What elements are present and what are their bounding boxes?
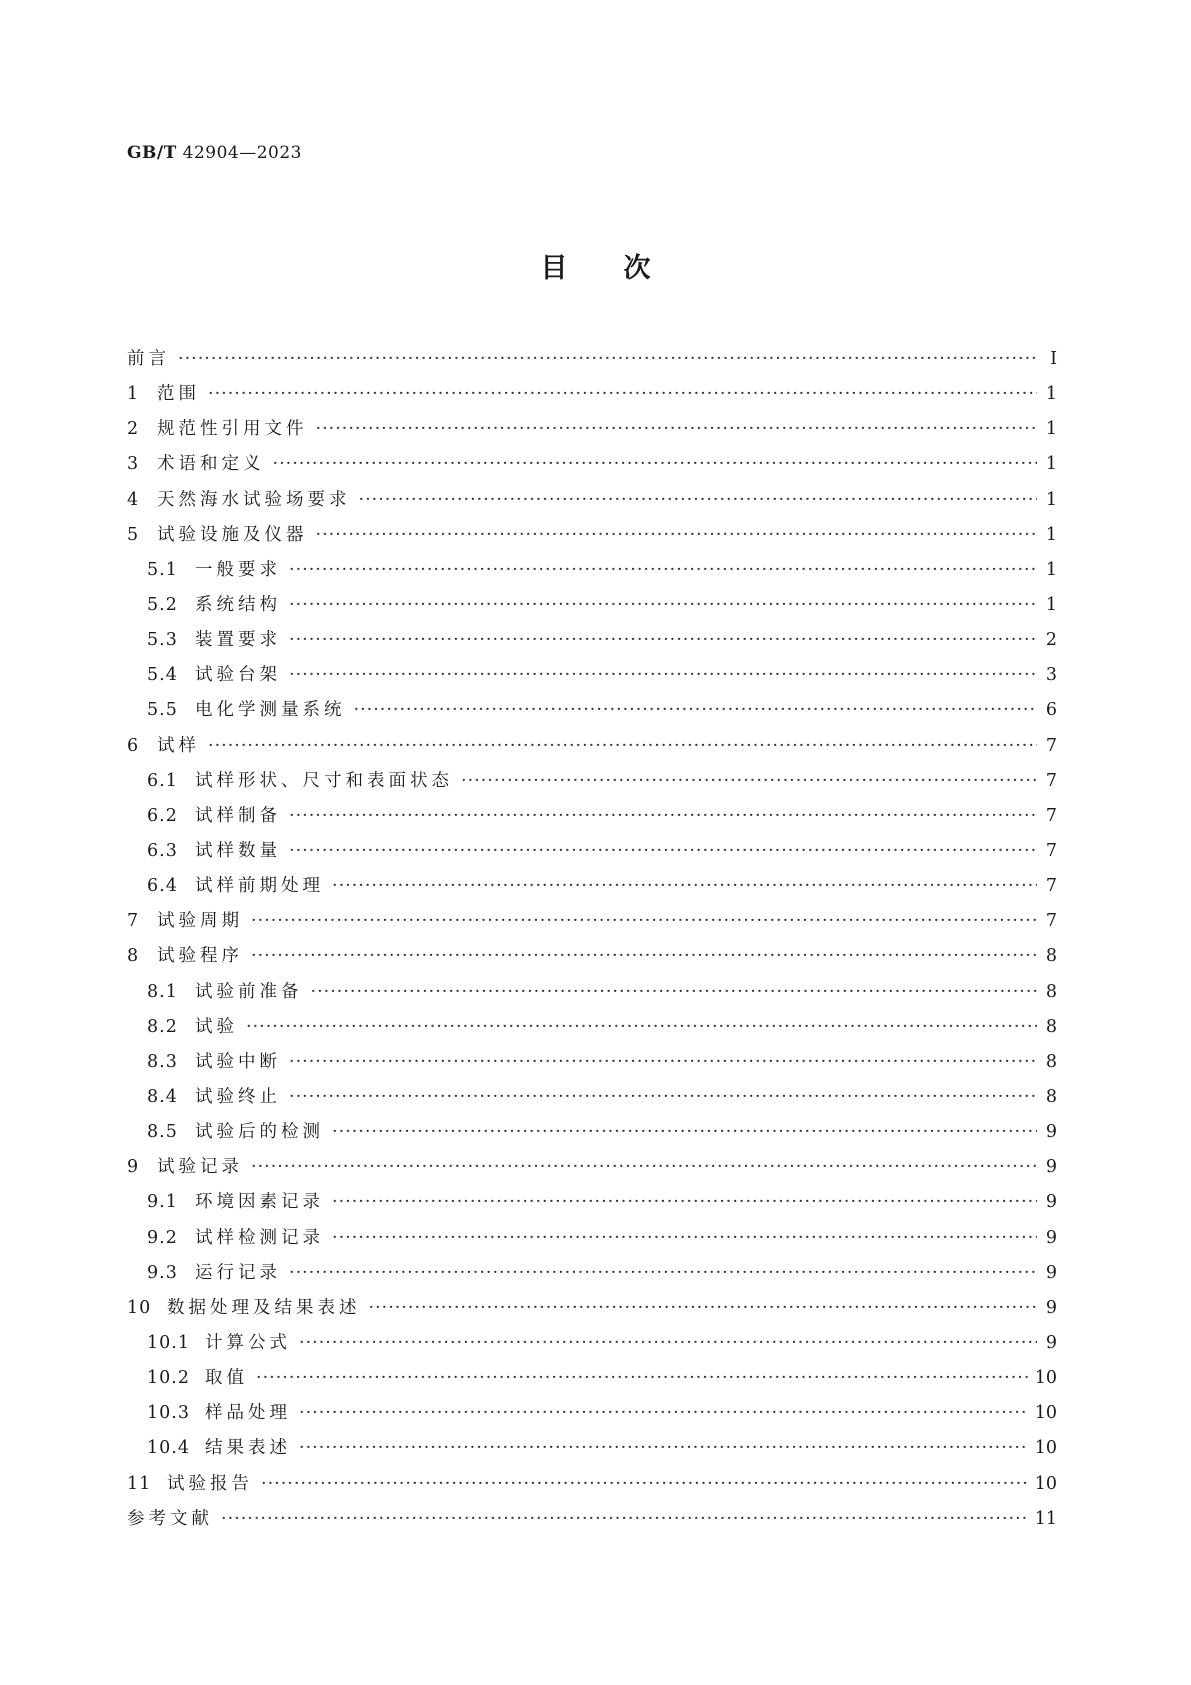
toc-entry[interactable] xyxy=(127,799,1057,834)
toc-entry-page: 10 xyxy=(1034,1473,1057,1494)
toc-entry-number: 6.3 xyxy=(147,840,178,861)
dot-leader xyxy=(316,412,1038,447)
dot-leader xyxy=(273,447,1038,482)
toc-entry-number: 5 xyxy=(127,524,140,545)
dot-leader xyxy=(178,342,1037,377)
toc-entry[interactable] xyxy=(127,1221,1057,1256)
toc-entry-number: 5.3 xyxy=(147,630,178,651)
toc-entry-number: 8.4 xyxy=(147,1086,178,1107)
dot-leader xyxy=(251,1150,1037,1185)
toc-entry-page: 1 xyxy=(1045,489,1057,510)
toc-entry[interactable] xyxy=(127,658,1057,693)
toc-entry-label: 取值 xyxy=(205,1368,248,1389)
dot-leader xyxy=(208,729,1037,764)
dot-leader xyxy=(332,1115,1037,1150)
toc-entry-label: 范围 xyxy=(157,384,200,405)
toc-entry-page: 1 xyxy=(1045,419,1057,440)
toc-entry-number: 6.4 xyxy=(147,876,178,897)
dot-leader xyxy=(261,1467,1029,1502)
toc-entry[interactable] xyxy=(127,939,1057,974)
toc-entry[interactable] xyxy=(127,518,1057,553)
dot-leader xyxy=(332,1221,1037,1256)
dot-leader xyxy=(256,1361,1029,1396)
dot-leader xyxy=(461,764,1037,799)
toc-entry[interactable] xyxy=(127,1045,1057,1080)
toc-entry-number: 5.5 xyxy=(147,700,178,721)
toc-entry-page: Ⅰ xyxy=(1050,349,1057,369)
toc-entry[interactable] xyxy=(127,834,1057,869)
toc-entry-page: 1 xyxy=(1045,559,1057,580)
toc-entry[interactable] xyxy=(127,1431,1057,1466)
dot-leader xyxy=(289,658,1037,693)
toc-entry[interactable] xyxy=(127,904,1057,939)
toc-entry-label: 试验报告 xyxy=(167,1473,253,1494)
toc-entry[interactable] xyxy=(127,1502,1057,1537)
toc-entry-label: 样品处理 xyxy=(205,1403,291,1424)
toc-entry-label: 计算公式 xyxy=(205,1332,291,1353)
toc-entry-number: 6.1 xyxy=(147,770,178,791)
toc-entry-page: 7 xyxy=(1045,876,1057,897)
toc-entry-page: 9 xyxy=(1045,1122,1057,1143)
toc-entry-label: 系统结构 xyxy=(195,594,281,615)
toc-entry-page: 11 xyxy=(1034,1508,1057,1529)
dot-leader xyxy=(289,553,1037,588)
toc-entry-label: 数据处理及结果表述 xyxy=(167,1297,361,1318)
toc-entry-label: 试验后的检测 xyxy=(195,1122,324,1143)
toc-entry-label: 天然海水试验场要求 xyxy=(157,489,351,510)
toc-entry-page: 1 xyxy=(1045,594,1057,615)
toc-entry-number: 9.3 xyxy=(147,1262,178,1283)
toc-entry-page: 7 xyxy=(1045,770,1057,791)
toc-entry-number: 7 xyxy=(127,911,140,932)
toc-entry-page: 7 xyxy=(1045,805,1057,826)
toc-entry[interactable] xyxy=(127,729,1057,764)
toc-entry-label: 规范性引用文件 xyxy=(157,419,308,440)
standard-number: 42904—2023 xyxy=(182,143,302,163)
toc-entry-label: 术语和定义 xyxy=(157,454,265,475)
toc-entry-page: 9 xyxy=(1045,1227,1057,1248)
toc-entry-label: 试验终止 xyxy=(195,1086,281,1107)
toc-entry[interactable] xyxy=(127,1115,1057,1150)
toc-entry-page: 8 xyxy=(1045,1016,1057,1037)
toc-entry-label: 试验前准备 xyxy=(195,981,303,1002)
dot-leader xyxy=(299,1326,1037,1361)
toc-entry[interactable] xyxy=(127,483,1057,518)
toc-entry-page: 7 xyxy=(1045,911,1057,932)
toc-title: 目次 xyxy=(540,253,707,284)
toc-entry-page: 9 xyxy=(1045,1157,1057,1178)
dot-leader xyxy=(299,1396,1029,1431)
dot-leader xyxy=(289,1256,1037,1291)
dot-leader xyxy=(316,518,1038,553)
toc-entry-label: 环境因素记录 xyxy=(195,1192,324,1213)
toc-entry[interactable] xyxy=(127,764,1057,799)
toc-entry-page: 9 xyxy=(1045,1192,1057,1213)
toc-entry[interactable] xyxy=(127,1467,1057,1502)
toc-entry-number: 8.2 xyxy=(147,1016,178,1037)
toc-entry-number: 4 xyxy=(127,489,140,510)
toc-entry[interactable] xyxy=(127,588,1057,623)
toc-entry-page: 2 xyxy=(1045,630,1057,651)
toc-entry-number: 11 xyxy=(127,1473,152,1494)
toc-entry[interactable] xyxy=(127,1150,1057,1185)
dot-leader xyxy=(289,799,1037,834)
toc-entry-label: 前言 xyxy=(127,349,170,369)
table-of-contents xyxy=(127,342,1057,1537)
dot-leader xyxy=(354,693,1038,728)
toc-entry[interactable] xyxy=(127,869,1057,904)
toc-entry[interactable] xyxy=(127,1080,1057,1115)
toc-entry-number: 5.2 xyxy=(147,594,178,615)
toc-entry[interactable] xyxy=(127,342,1057,377)
toc-entry-page: 9 xyxy=(1045,1262,1057,1283)
toc-entry-page: 9 xyxy=(1045,1332,1057,1353)
toc-entry[interactable] xyxy=(127,1361,1057,1396)
toc-entry-label: 试样检测记录 xyxy=(195,1227,324,1248)
dot-leader xyxy=(359,483,1038,518)
toc-entry-label: 试样 xyxy=(157,735,200,756)
toc-entry-label: 一般要求 xyxy=(195,559,281,580)
dot-leader xyxy=(299,1431,1029,1466)
dot-leader xyxy=(289,623,1037,658)
dot-leader xyxy=(289,1080,1037,1115)
toc-entry-label: 试验台架 xyxy=(195,665,281,686)
dot-leader xyxy=(251,939,1037,974)
toc-entry-page: 10 xyxy=(1034,1403,1057,1424)
toc-entry[interactable] xyxy=(127,1396,1057,1431)
toc-entry-number: 6.2 xyxy=(147,805,178,826)
toc-entry-label: 试验周期 xyxy=(157,911,243,932)
dot-leader xyxy=(289,588,1037,623)
dot-leader xyxy=(289,1045,1037,1080)
toc-entry-number: 5.4 xyxy=(147,665,178,686)
toc-entry-label: 试样制备 xyxy=(195,805,281,826)
toc-entry-label: 参考文献 xyxy=(127,1508,213,1529)
toc-entry-number: 9.1 xyxy=(147,1192,178,1213)
toc-entry[interactable] xyxy=(127,377,1057,412)
toc-entry-number: 9 xyxy=(127,1157,140,1178)
toc-entry-label: 试验程序 xyxy=(157,946,243,967)
toc-entry-page: 8 xyxy=(1045,1051,1057,1072)
toc-entry[interactable] xyxy=(127,1010,1057,1045)
toc-entry-label: 运行记录 xyxy=(195,1262,281,1283)
toc-entry-number: 1 xyxy=(127,384,140,405)
toc-entry[interactable] xyxy=(127,553,1057,588)
standard-prefix: GB/T xyxy=(127,143,177,163)
toc-entry[interactable] xyxy=(127,693,1057,728)
toc-entry-number: 8.1 xyxy=(147,981,178,1002)
toc-entry-page: 1 xyxy=(1045,454,1057,475)
toc-entry[interactable] xyxy=(127,623,1057,658)
toc-entry-number: 10.2 xyxy=(147,1368,190,1389)
toc-entry-page: 7 xyxy=(1045,735,1057,756)
toc-entry-number: 9.2 xyxy=(147,1227,178,1248)
toc-entry-label: 结果表述 xyxy=(205,1438,291,1459)
toc-entry[interactable] xyxy=(127,975,1057,1010)
toc-entry-page: 10 xyxy=(1034,1438,1057,1459)
toc-entry-label: 试样形状、尺寸和表面状态 xyxy=(195,770,453,791)
dot-leader xyxy=(369,1291,1038,1326)
toc-entry-label: 装置要求 xyxy=(195,630,281,651)
toc-entry-label: 电化学测量系统 xyxy=(195,700,346,721)
toc-entry-page: 9 xyxy=(1045,1297,1057,1318)
toc-entry-page: 3 xyxy=(1045,665,1057,686)
toc-entry[interactable] xyxy=(127,1291,1057,1326)
toc-entry-number: 8 xyxy=(127,946,140,967)
toc-entry-label: 试样数量 xyxy=(195,840,281,861)
toc-entry[interactable] xyxy=(127,1326,1057,1361)
toc-entry-number: 10 xyxy=(127,1297,152,1318)
toc-entry-label: 试验 xyxy=(195,1016,238,1037)
toc-entry[interactable] xyxy=(127,412,1057,447)
dot-leader xyxy=(208,377,1037,412)
toc-entry-number: 8.5 xyxy=(147,1122,178,1143)
toc-entry-label: 试样前期处理 xyxy=(195,876,324,897)
toc-entry-number: 6 xyxy=(127,735,140,756)
toc-entry-number: 3 xyxy=(127,454,140,475)
dot-leader xyxy=(311,975,1038,1010)
toc-entry-number: 2 xyxy=(127,419,140,440)
toc-entry[interactable] xyxy=(127,447,1057,482)
toc-entry-label: 试验中断 xyxy=(195,1051,281,1072)
dot-leader xyxy=(332,869,1037,904)
toc-entry-label: 试验记录 xyxy=(157,1157,243,1178)
standard-code xyxy=(127,143,302,163)
toc-entry-page: 7 xyxy=(1045,840,1057,861)
toc-entry[interactable] xyxy=(127,1256,1057,1291)
toc-entry-page: 8 xyxy=(1045,1086,1057,1107)
dot-leader xyxy=(246,1010,1037,1045)
toc-entry-number: 10.1 xyxy=(147,1332,190,1353)
toc-entry-page: 6 xyxy=(1045,700,1057,721)
dot-leader xyxy=(332,1185,1037,1220)
toc-entry-number: 10.3 xyxy=(147,1403,190,1424)
toc-entry-label: 试验设施及仪器 xyxy=(157,524,308,545)
toc-entry-number: 5.1 xyxy=(147,559,178,580)
toc-entry[interactable] xyxy=(127,1185,1057,1220)
toc-entry-page: 10 xyxy=(1034,1368,1057,1389)
toc-entry-page: 1 xyxy=(1045,524,1057,545)
toc-entry-page: 1 xyxy=(1045,384,1057,405)
dot-leader xyxy=(251,904,1037,939)
toc-entry-number: 10.4 xyxy=(147,1438,190,1459)
toc-entry-page: 8 xyxy=(1045,981,1057,1002)
toc-entry-page: 8 xyxy=(1045,946,1057,967)
dot-leader xyxy=(221,1502,1029,1537)
toc-entry-number: 8.3 xyxy=(147,1051,178,1072)
dot-leader xyxy=(289,834,1037,869)
